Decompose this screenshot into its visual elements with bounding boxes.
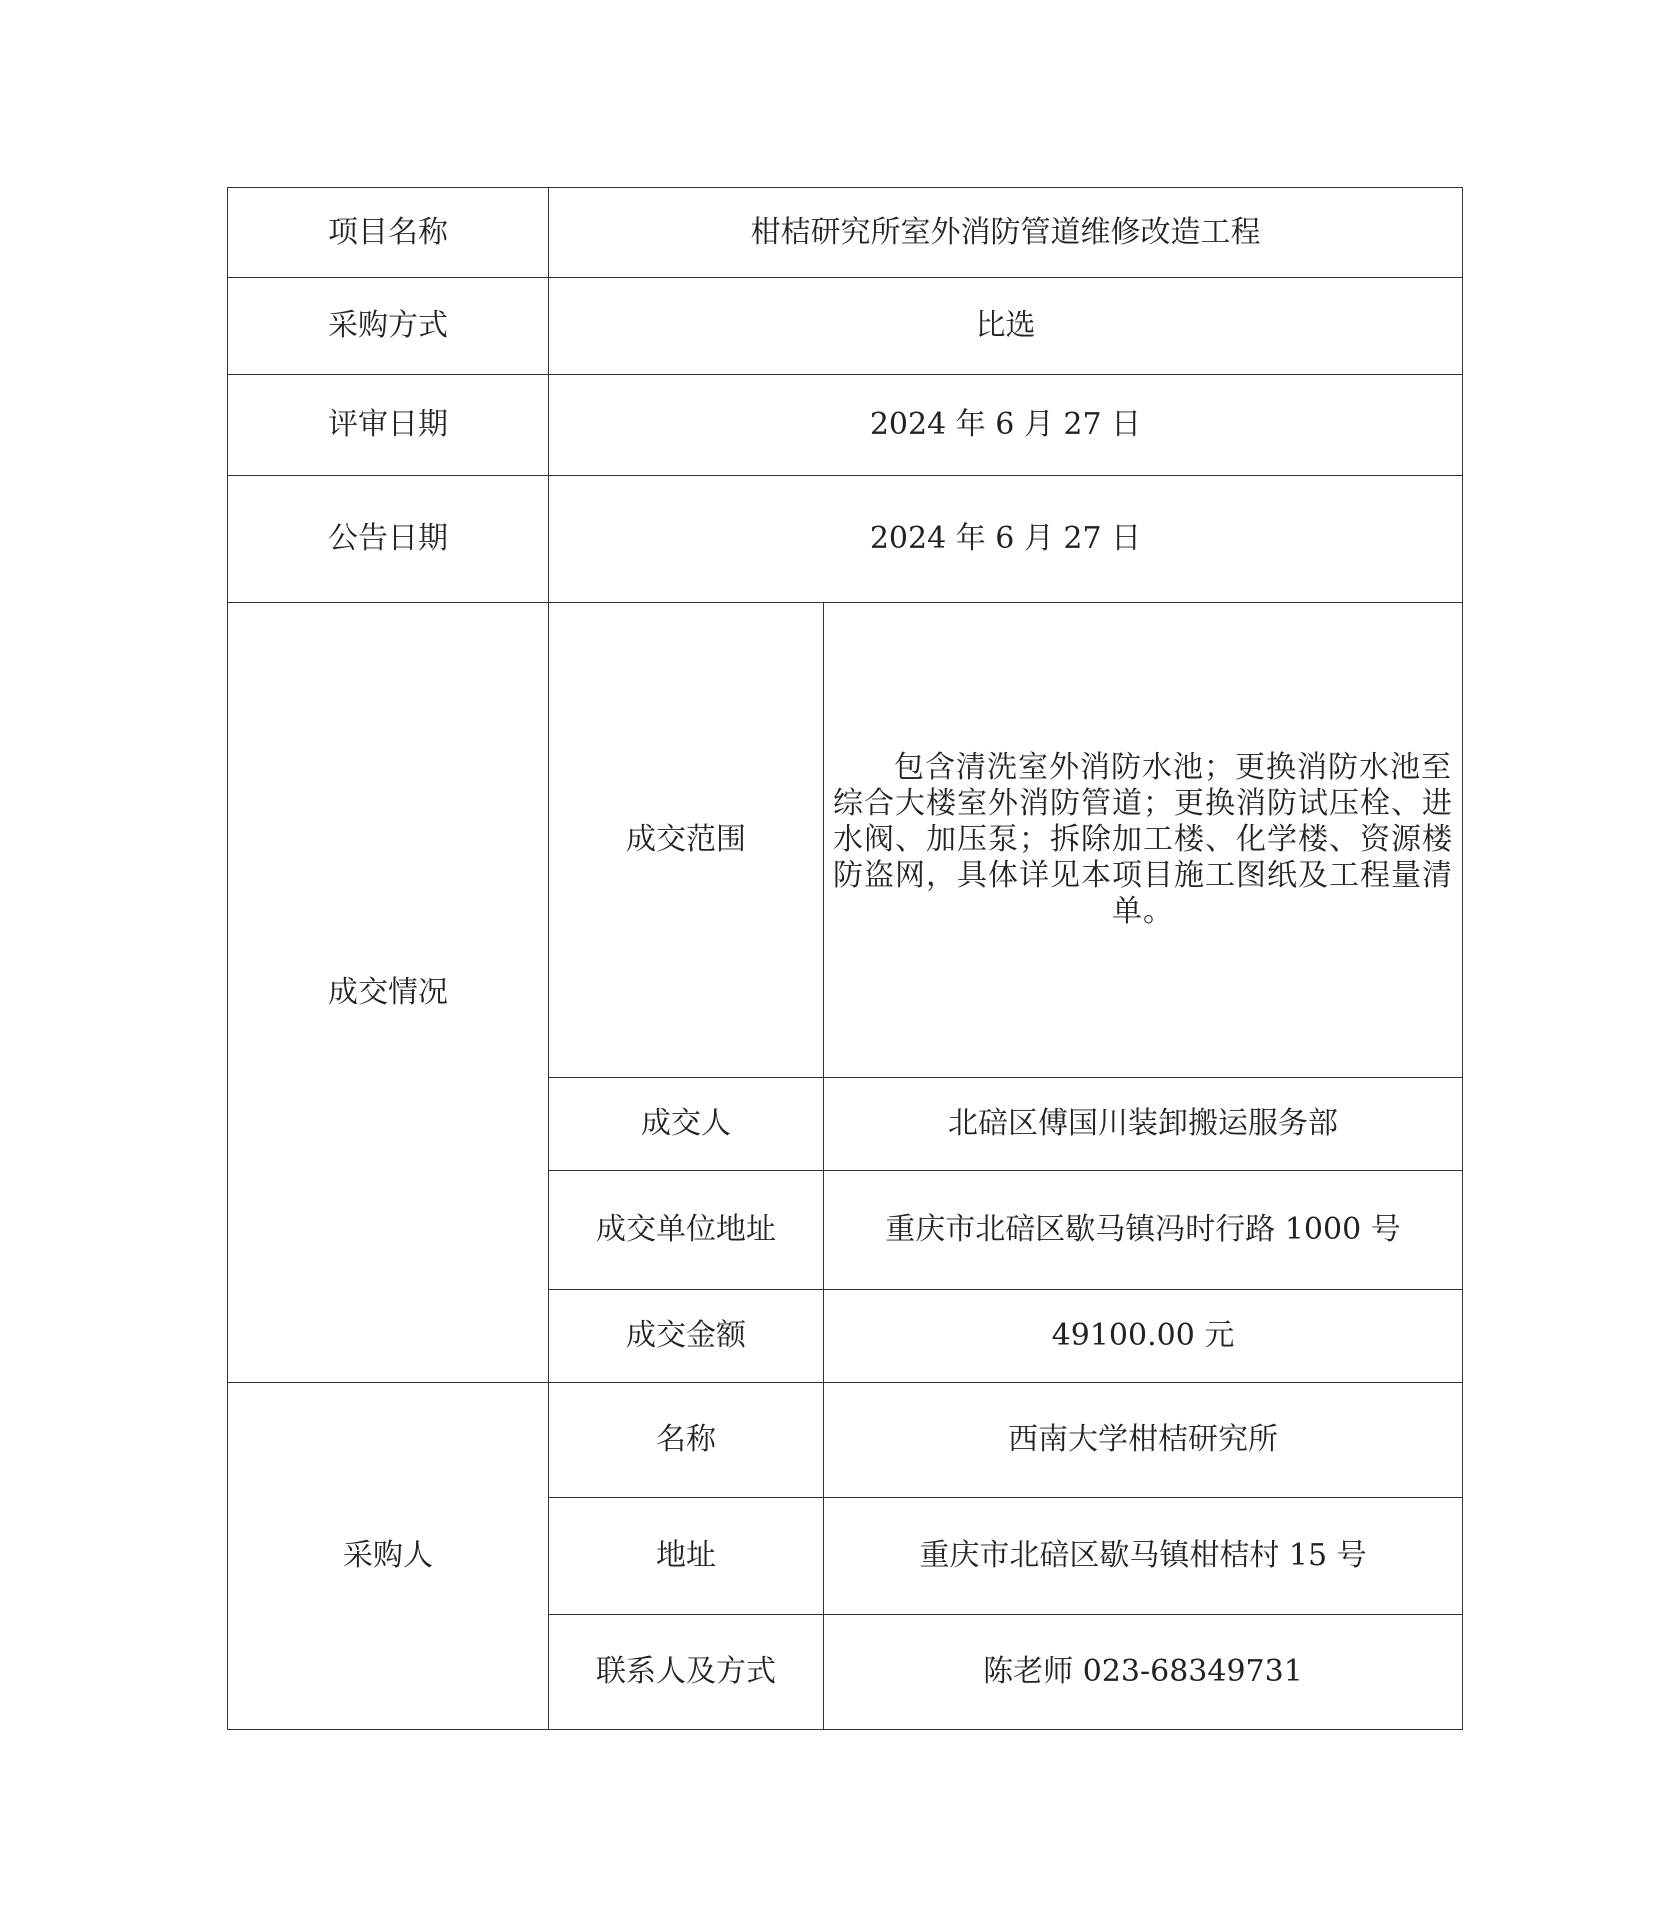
deal-address-label: 成交单位地址 xyxy=(549,1171,824,1290)
table-row xyxy=(228,1383,1463,1498)
procurement-method-value: 比选 xyxy=(549,278,1463,375)
table-row xyxy=(228,603,1463,1078)
purchaser-section-label: 采购人 xyxy=(228,1383,549,1730)
table-row xyxy=(228,188,1463,278)
purchaser-name-value: 西南大学柑桔研究所 xyxy=(824,1383,1463,1498)
review-date-value: 2024 年 6 月 27 日 xyxy=(549,375,1463,476)
review-date-label: 评审日期 xyxy=(228,375,549,476)
announcement-table xyxy=(227,187,1463,1730)
purchaser-contact-label: 联系人及方式 xyxy=(549,1615,824,1730)
table-row xyxy=(228,375,1463,476)
deal-address-value: 重庆市北碚区歇马镇冯时行路 1000 号 xyxy=(824,1171,1463,1290)
project-name-value: 柑桔研究所室外消防管道维修改造工程 xyxy=(549,188,1463,278)
deal-amount-value: 49100.00 元 xyxy=(824,1290,1463,1383)
notice-date-label: 公告日期 xyxy=(228,476,549,603)
procurement-method-label: 采购方式 xyxy=(228,278,549,375)
deal-scope-value: 包含清洗室外消防水池；更换消防水池至综合大楼室外消防管道；更换消防试压栓、进水阀、加压泵；拆除加工楼、化学楼、资源楼防盗网，具体详见本项目施工图纸及工程量清单。 xyxy=(824,603,1463,1078)
deal-section-label: 成交情况 xyxy=(228,603,549,1383)
project-name-label: 项目名称 xyxy=(228,188,549,278)
purchaser-name-label: 名称 xyxy=(549,1383,824,1498)
table-row xyxy=(228,476,1463,603)
notice-date-value: 2024 年 6 月 27 日 xyxy=(549,476,1463,603)
deal-amount-label: 成交金额 xyxy=(549,1290,824,1383)
purchaser-address-label: 地址 xyxy=(549,1498,824,1615)
deal-winner-label: 成交人 xyxy=(549,1078,824,1171)
purchaser-address-value: 重庆市北碚区歇马镇柑桔村 15 号 xyxy=(824,1498,1463,1615)
table-row xyxy=(228,278,1463,375)
deal-scope-label: 成交范围 xyxy=(549,603,824,1078)
purchaser-contact-value: 陈老师 023-68349731 xyxy=(824,1615,1463,1730)
deal-winner-value: 北碚区傅国川装卸搬运服务部 xyxy=(824,1078,1463,1171)
